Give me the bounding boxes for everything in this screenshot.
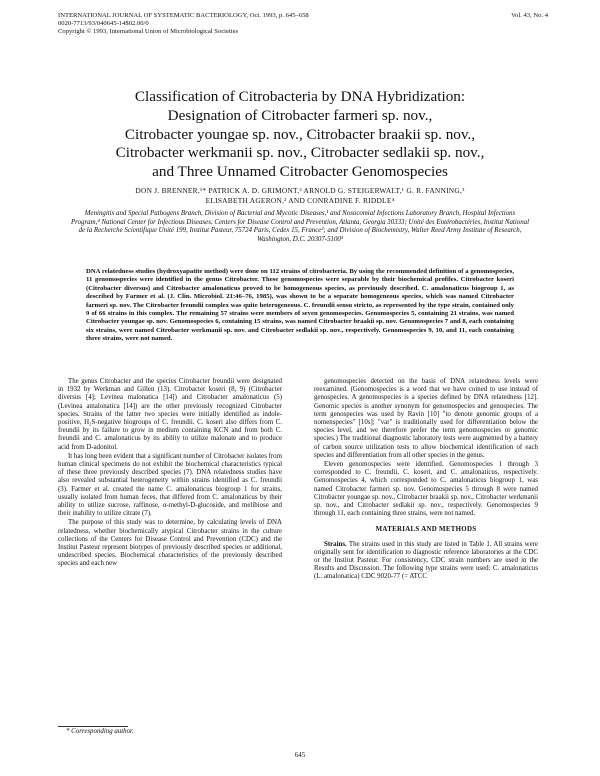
issn-line: 0020-7713/93/040645-14$02.00/0 (58, 20, 149, 28)
paragraph-text: The strains used in this study are listed in Table 1. All strains were originally sent for identification to diagnostic reference laboratories at the CDC or the Institut Pasteur. For consistency, CDC strain numbers are used in the Results and Discussion. The following type strains were used: C. amalonaticus (L. amalonatica) CDC 9020-77 (= ATCC (314, 540, 538, 581)
title-line: Classification of Citrobacteria by DNA Hybridization: (134, 88, 466, 105)
section-heading: MATERIALS AND METHODS (375, 526, 477, 534)
journal-citation: INTERNATIONAL JOURNAL OF SYSTEMATIC BACTERIOLOGY, Oct. 1993, p. 645–658 (58, 12, 309, 19)
title-line: Designation of Citrobacter farmeri sp. nov., (167, 106, 433, 124)
article-title (40, 88, 560, 182)
page-number: 645 (294, 752, 306, 759)
footnote-divider (58, 726, 128, 727)
body-column-left (58, 378, 282, 570)
body-paragraph: The genus Citrobacter and the species Citrobacter freundii were designated in 1932 by Werkman and Gillen (13). Citrobacter koseri (8, 9) (Citrobacter diversus [4]; Levinea malonatica [14]) and Citrobacter amalonaticus (5) (Levinea amalonatica [14]) are the other previously recognized Citrobacter species. Strains of the latter two species were initially identified as indole-positive, H₂S-negative biogroups of C. freundii. C. koseri also differs from C. freundii by its failure to grow in medium containing KCN and from both C. freundii and C. amalonaticus by its ability to utilize malonate and to produce acid from D-adonitol. (58, 378, 282, 451)
title-line: Citrobacter youngae sp. nov., Citrobacter braakii sp. nov., (124, 125, 476, 143)
author-list (40, 186, 560, 205)
abstract: DNA relatedness studies (hydroxyapatite method) were done on 112 strains of citrobacteria. By using the recommended definition of a genomospecies, 11 genomospecies were identified in the genus Citrobacter. These genomospecies were separable by their biochemical profiles. Citrobacter koseri (Citrobacter diversus) and Citrobacter amalonaticus proved to be homogeneous species, as previously described. C. amalonaticus biogroup 1, as described by Farmer et al. (J. Clin. Microbiol. 21:46–76, 1985), was shown to be a separate homogeneous species, which was named Citrobacter farmeri sp. nov. The Citrobacter freundii complex was quite heterogeneous. C. freundii sensu stricto, as represented by the type strain, contained only 9 of 66 strains in this complex. The remaining 57 strains were members of seven genomospecies. Genomospecies 5, containing 21 strains, was named Citrobacter youngae sp. nov. Genomospecies 6, containing 15 strains, was named Citrobacter braakii sp. nov. Genomospecies 7 and 8, each containing six strains, were named Citrobacter werkmanii sp. nov. and Citrobacter sedlakii sp. nov., respectively. Genomospecies 9, 10, and 11, each containing three strains, were not named. (86, 268, 514, 343)
copyright-line: Copyright © 1993, International Union of Microbiological Societies (58, 28, 239, 36)
body-paragraph: Eleven genomospecies were identified. Genomospecies 1 through 3 corresponded to C. freundii, C. koseri, and C. amalonaticus, respectively. Genomospecies 4, which corresponded to C. amalonaticus biogroup 1, was named Citrobacter farmeri sp. nov. Genomospecies 5 through 8 were named Citrobacter youngae sp. nov., Citrobacter braakii sp. nov., Citrobacter werkmanii sp. nov., and Citrobacter sedlakii sp. nov., respectively. Genomospecies 9 through 11, each containing three strains, were not named. (314, 461, 538, 518)
volume-issue: Vol. 43, No. 4 (511, 12, 548, 19)
author-line: DON J. BRENNER,¹* PATRICK A. D. GRIMONT,² ARNOLD G. STEIGERWALT,¹ G. R. FANNING,³ (135, 186, 465, 195)
run-in-heading: Strains. (324, 540, 347, 548)
author-line: ELISABETH AGERON,² AND CONRADINE F. RIDDLE⁴ (205, 195, 395, 205)
affiliations: Meningitis and Special Pathogens Branch, Division of Bacterial and Mycotic Diseases,¹ and Nosocomial Infections Laboratory Branch, Hospital Infections Program,⁴ National Center for Infectious Diseases, Centers for Disease Control and Prevention, Atlanta, Georgia 30333; Unité des Entérobactéries, Institut National de la Recherche Scientifique Unité 199, Institut Pasteur, 75724 Paris, Cedex 15, France²; and Division of Biochemistry, Walter Reed Army Institute of Research, Washington, D.C. 20307-5100³ (70, 210, 530, 243)
body-paragraph: genomospecies detected on the basis of DNA relatedness levels were reexamined. (Genomospecies is a word that we have coined to use instead of genospecies. A genomospecies is a species defined by DNA relatedness [12]. Genomic species is another synonym for genomospecies and genospecies. The term genospecies was used by Ravin [10] "to denote genomic groups of a nomenspecies" [10s]; "var" is traditionally used for differentiation below the species level, and we therefore prefer the term genomospecies or genomic species.) The traditional diagnostic laboratory tests were augmented by a battery of carbon source utilization tests to allow biochemical identification of each species and differentiation from all other species in the genus. (314, 378, 538, 459)
running-head (58, 12, 548, 37)
body-column-right (314, 378, 538, 583)
title-line: and Three Unnamed Citrobacter Genomospecies (152, 163, 448, 181)
body-paragraph: The purpose of this study was to determine, by calculating levels of DNA relatedness, whether biochemically atypical Citrobacter strains in the culture collections of the Centers for Disease Control and Prevention (CDC) and the Institut Pasteur represent biotypes of previously described species or additional, undescribed species. Biochemical characteristics of the previously described species and each new (58, 519, 282, 568)
footnote: * Corresponding author. (66, 728, 134, 735)
title-line: Citrobacter werkmanii sp. nov., Citrobacter sedlakii sp. nov., (115, 144, 485, 162)
body-paragraph: It has long been evident that a significant number of Citrobacter isolates from human clinical specimens do not exhibit the biochemical characteristics typical of these three previously described species (7). DNA relatedness studies have also revealed substantial heterogeneity within strains identified as C. freundii (3). Farmer et al. created the name C. amalonaticus biogroup 1 for strains, usually isolated from human feces, that differed from C. amalonaticus by their ability to utilize sucrose, raffinose, α-methyl-D-glucoside, and melibiose and their inability to utilize citrate (7). (58, 452, 282, 518)
body-paragraph (314, 541, 538, 582)
